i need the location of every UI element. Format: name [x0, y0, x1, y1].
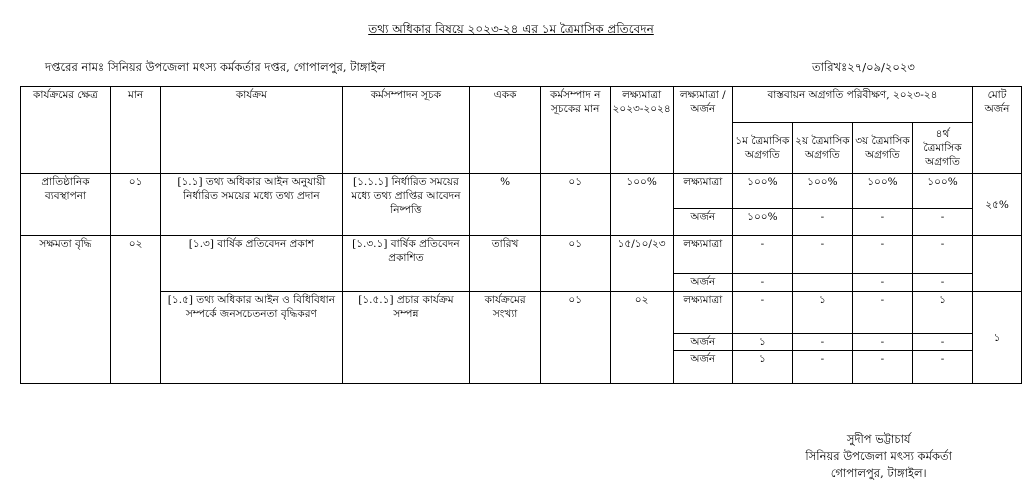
row-label: অর্জন	[673, 351, 732, 384]
q4-cell: -	[912, 274, 972, 292]
activity-cell: [১.৫] তথ্য অধিকার আইন ও বিধিবিধান সম্পর্কে জনসচেতনতা বৃদ্ধিকরণ	[161, 292, 342, 384]
signatory-name: সুদীপ ভট্টাচার্য	[846, 432, 911, 446]
q3-cell: -	[852, 334, 912, 351]
q4-cell: -	[912, 334, 972, 351]
signatory-place: গোপালপুর, টাঙ্গাইল।	[830, 466, 927, 480]
table-row	[21, 236, 1022, 274]
q3-cell: -	[852, 209, 912, 236]
indicator-weight-cell: ০১	[540, 292, 610, 384]
indicator-cell: [১.১.১] নির্ধারিত সময়ের মধ্যে তথ্য প্রাপ্তির আবেদন নিষ্পত্তি	[342, 174, 470, 236]
header-indicator-weight: কর্মসম্পাদ ন সূচকের মান	[540, 87, 610, 174]
header-activity: কার্যক্রম	[161, 87, 342, 174]
header-weight: মান	[110, 87, 160, 174]
q3-cell: -	[852, 351, 912, 384]
q1-cell: ১	[732, 334, 792, 351]
header-q2: ২য় ত্রৈমাসিক অগ্রগতি	[792, 123, 852, 174]
header-indicator: কর্মসম্পাদন সূচক	[342, 87, 470, 174]
report-title	[0, 21, 1022, 41]
q2-cell: -	[792, 209, 852, 236]
q2-cell: ১০০%	[792, 174, 852, 209]
signature-block	[805, 431, 952, 482]
q3-cell: -	[852, 236, 912, 274]
total-cell-empty	[973, 236, 1022, 292]
area-cell: প্রাতিষ্ঠানিক ব্যবস্থাপনা	[21, 174, 111, 236]
q2-cell	[792, 274, 852, 292]
row-label: লক্ষ্যমাত্রা	[673, 174, 732, 209]
office-name: দপ্তরের নামঃ সিনিয়র উপজেলা মৎস্য কর্মকর্তার দপ্তর, গোপালপুর, টাঙ্গাইল	[45, 60, 386, 74]
header-target: লক্ষ্যমাত্রা ২০২৩-২০২৪	[610, 87, 673, 174]
q1-cell: -	[732, 292, 792, 334]
report-date: তারিখঃ২৭/০৯/২০২৩	[812, 60, 915, 74]
activity-cell: [১.১] তথ্য অধিকার আইন অনুযায়ী নির্ধারিত সময়ের মধ্যে তথ্য প্রদান	[161, 174, 342, 236]
header-target-achievement: লক্ষ্যমাত্রা /অর্জন	[673, 87, 732, 174]
unit-cell: তারিখ	[470, 236, 541, 292]
q2-cell: ১	[792, 292, 852, 334]
row-label: লক্ষ্যমাত্রা	[673, 292, 732, 334]
row-label: অর্জন	[673, 209, 732, 236]
q3-cell: -	[852, 292, 912, 334]
row-label: অর্জন	[673, 274, 732, 292]
q3-cell: -	[852, 274, 912, 292]
q1-cell: -	[732, 236, 792, 274]
row-label: অর্জন	[673, 334, 732, 351]
table-row	[21, 174, 1022, 209]
q4-cell: ১	[912, 292, 972, 334]
header-q1: ১ম ত্রৈমাসিক অগ্রগতি	[732, 123, 792, 174]
q2-cell: -	[792, 334, 852, 351]
table-row	[21, 292, 1022, 334]
indicator-cell: [১.৩.১] বার্ষিক প্রতিবেদন প্রকাশিত	[342, 236, 470, 292]
total-cell: ১	[973, 292, 1022, 384]
q2-cell: -	[792, 351, 852, 384]
header-area: কার্যক্রমের ক্ষেত্র	[21, 87, 111, 174]
header-q3: ৩য় ত্রৈমাসিক অগ্রগতি	[852, 123, 912, 174]
q4-cell: -	[912, 351, 972, 384]
indicator-cell: [১.৫.১] প্রচার কার্যক্রম সম্পন্ন	[342, 292, 470, 384]
indicator-weight-cell: ০১	[540, 236, 610, 292]
target-cell: ০২	[610, 292, 673, 384]
activity-cell: [১.৩] বার্ষিক প্রতিবেদন প্রকাশ	[161, 236, 342, 292]
q1-cell: ১০০%	[732, 209, 792, 236]
header-unit: একক	[470, 87, 541, 174]
area-cell: সক্ষমতা বৃদ্ধি	[21, 236, 111, 384]
q1-cell: ১০০%	[732, 174, 792, 209]
q4-cell: -	[912, 209, 972, 236]
q4-cell: ১০০%	[912, 174, 972, 209]
q2-cell: -	[792, 236, 852, 274]
header-total: মোট অর্জন	[973, 87, 1022, 174]
unit-cell: %	[470, 174, 541, 236]
progress-table	[20, 86, 1022, 384]
q4-cell: -	[912, 236, 972, 274]
q3-cell: ১০০%	[852, 174, 912, 209]
header-progress: বাস্তবায়ন অগ্রগতি পরিবীক্ষণ, ২০২৩-২৪	[732, 87, 972, 123]
row-label: লক্ষ্যমাত্রা	[673, 236, 732, 274]
weight-cell: ০১	[110, 174, 160, 236]
report-title-text: তথ্য অধিকার বিষয়ে ২০২৩-২৪ এর ১ম ত্রৈমাসিক প্রতিবেদন	[368, 22, 654, 36]
signatory-designation: সিনিয়র উপজেলা মৎস্য কর্মকর্তা	[805, 449, 952, 463]
header-q4: ৪র্থ ত্রৈমাসিক অগ্রগতি	[912, 123, 972, 174]
target-cell: ১০০%	[610, 174, 673, 236]
weight-cell: ০২	[110, 236, 160, 384]
q1-cell: -	[732, 274, 792, 292]
unit-cell: কার্যক্রমের সংখ্যা	[470, 292, 541, 384]
target-cell: ১৫/১০/২৩	[610, 236, 673, 292]
q1-cell: ১	[732, 351, 792, 384]
indicator-weight-cell: ০১	[540, 174, 610, 236]
total-cell: ২৫%	[973, 174, 1022, 236]
